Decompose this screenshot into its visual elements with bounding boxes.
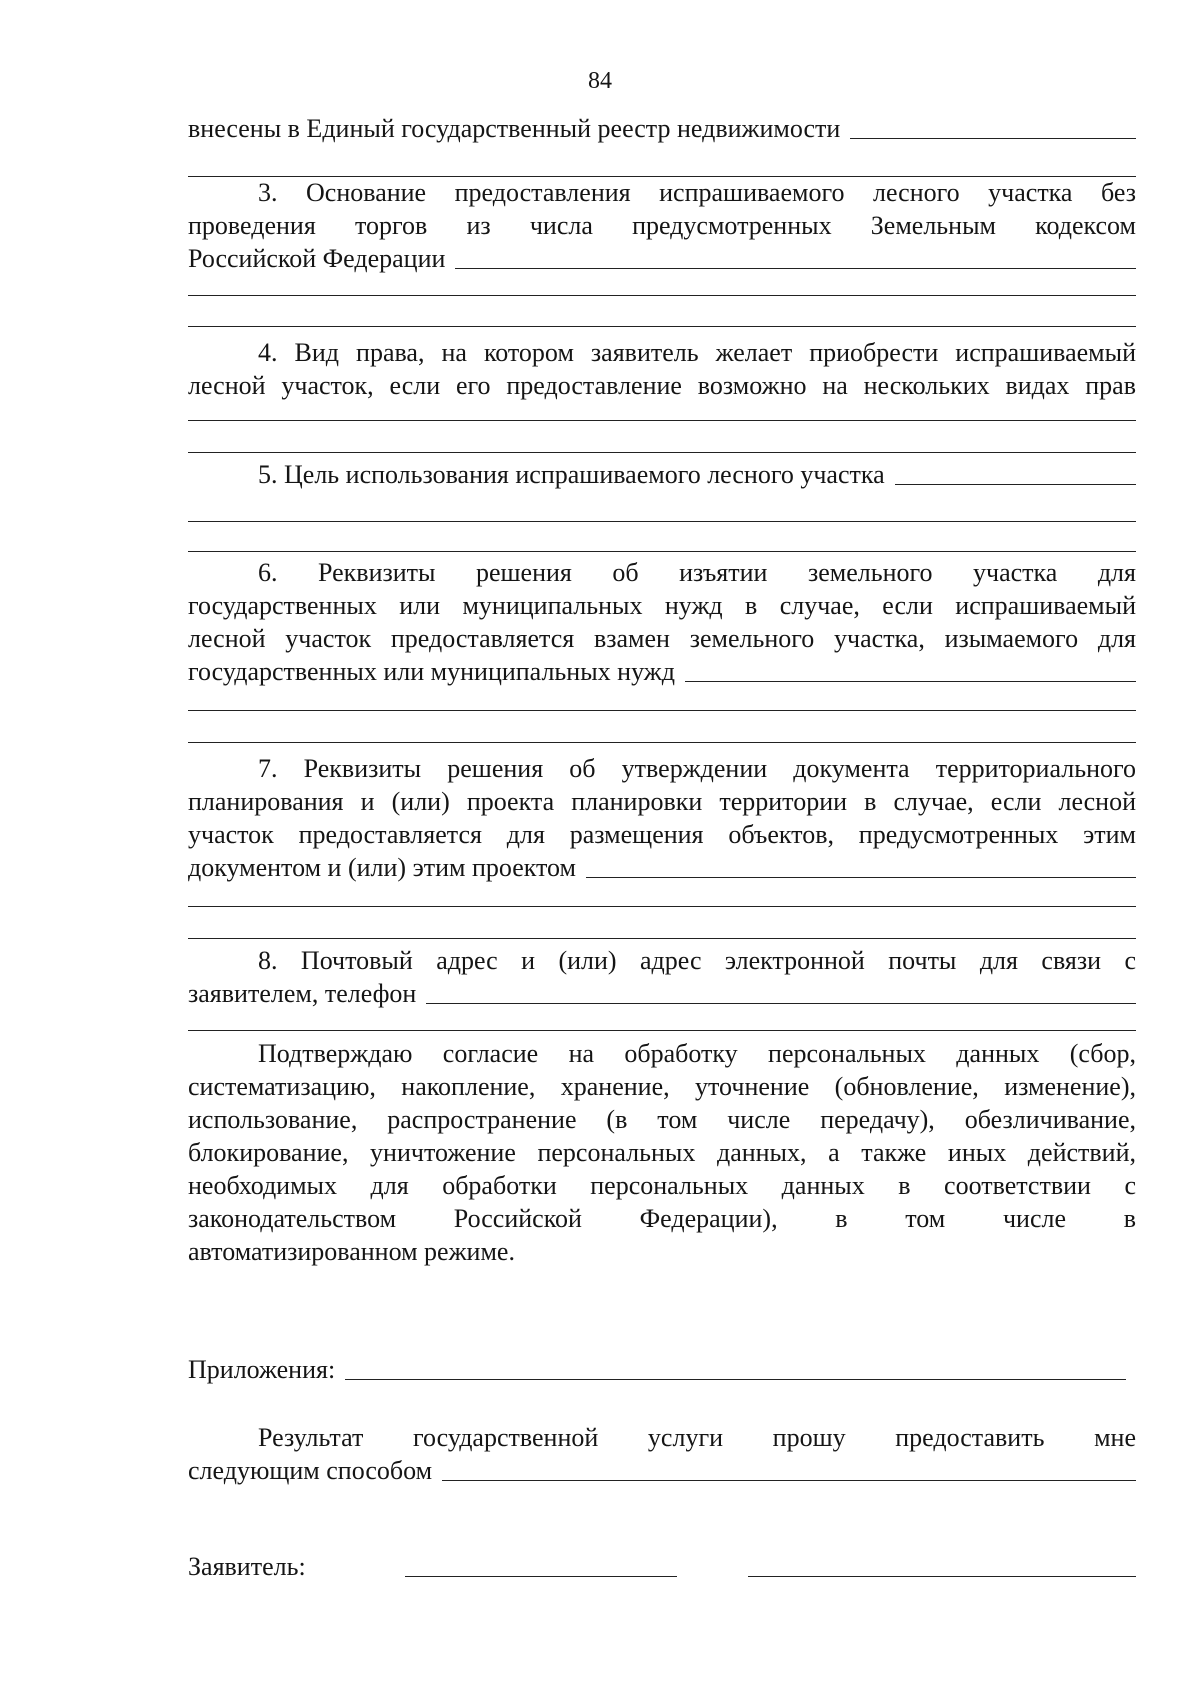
section-6-line-1: 6. Реквизиты решения об изъятии земельного участка для: [258, 558, 1136, 587]
section-5-line-1: 5. Цель использования испрашиваемого лесного участка: [258, 460, 885, 489]
section-7-line-3: участок предоставляется для размещения объектов, предусмотренных этим: [188, 820, 1136, 849]
result-line-1: Результат государственной услуги прошу предоставить мне: [258, 1423, 1136, 1452]
section-6: [188, 556, 1136, 688]
section-3-blank-line-2[interactable]: [188, 326, 1136, 327]
section-7: [188, 752, 1136, 884]
section-3-line-3: Российской Федерации: [188, 244, 446, 273]
section-2-tail: [188, 112, 1136, 145]
section-8-line-1: 8. Почтовый адрес и (или) адрес электронной почты для связи с: [258, 946, 1136, 975]
section-8: [188, 944, 1136, 1010]
section-5-blank-line-1[interactable]: [188, 521, 1136, 522]
section-5: [188, 458, 1136, 491]
consent-line-5: необходимых для обработки персональных данных в соответствии с: [188, 1171, 1136, 1200]
section-7-blank-line-1[interactable]: [188, 906, 1136, 907]
section-7-blank-line-2[interactable]: [188, 938, 1136, 939]
section-8-blank-line[interactable]: [188, 1030, 1136, 1031]
section-7-fill-line[interactable]: [586, 877, 1136, 878]
section-4: [188, 336, 1136, 402]
section-7-line-4: документом и (или) этим проектом: [188, 853, 576, 882]
result-line-2: следующим способом: [188, 1456, 433, 1485]
consent-paragraph: [188, 1037, 1136, 1268]
section-6-blank-line-1[interactable]: [188, 710, 1136, 711]
result-delivery: [188, 1421, 1136, 1487]
consent-line-6: законодательством Российской Федерации), в том числе в: [188, 1204, 1136, 1233]
section-4-line-1: 4. Вид права, на котором заявитель желает приобрести испрашиваемый: [258, 338, 1136, 367]
consent-line-7: автоматизированном режиме.: [188, 1237, 515, 1266]
section-2-text: внесены в Единый государственный реестр недвижимости: [188, 114, 841, 143]
section-3-fill-line[interactable]: [455, 268, 1136, 269]
section-5-fill-line[interactable]: [895, 484, 1136, 485]
result-fill-line[interactable]: [442, 1480, 1136, 1481]
section-4-blank-line-1[interactable]: [188, 420, 1136, 421]
section-6-fill-line[interactable]: [685, 681, 1136, 682]
section-3-line-1: 3. Основание предоставления испрашиваемого лесного участка без: [258, 178, 1136, 207]
section-7-line-2: планирования и (или) проекта планировки территории в случае, если лесной: [188, 787, 1136, 816]
consent-line-4: блокирование, уничтожение персональных данных, а также иных действий,: [188, 1138, 1136, 1167]
section-6-blank-line-2[interactable]: [188, 742, 1136, 743]
section-6-line-3: лесной участок предоставляется взамен земельного участка, изымаемого для: [188, 624, 1136, 653]
section-8-fill-line[interactable]: [426, 1003, 1136, 1004]
section-6-line-2: государственных или муниципальных нужд в случае, если испрашиваемый: [188, 591, 1136, 620]
section-6-line-4: государственных или муниципальных нужд: [188, 657, 675, 686]
applicant-signature-line[interactable]: [405, 1576, 677, 1577]
attachments-fill-line[interactable]: [345, 1379, 1126, 1380]
section-4-blank-line-2[interactable]: [188, 452, 1136, 453]
consent-line-3: использование, распространение (в том числе передачу), обезличивание,: [188, 1105, 1136, 1134]
consent-line-1: Подтверждаю согласие на обработку персональных данных (сбор,: [258, 1039, 1136, 1068]
section-3-line-2: проведения торгов из числа предусмотренных Земельным кодексом: [188, 211, 1136, 240]
section-5-blank-line-2[interactable]: [188, 551, 1136, 552]
applicant-block: [188, 1550, 1136, 1583]
section-8-line-2: заявителем, телефон: [188, 979, 417, 1008]
attachments-label: Приложения:: [188, 1355, 336, 1384]
attachments: [188, 1353, 1136, 1386]
page-number: 84: [588, 68, 612, 94]
section-2-fill-line[interactable]: [850, 138, 1136, 139]
section-4-line-2: лесной участок, если его предоставление возможно на нескольких видах прав: [188, 371, 1136, 400]
section-3: [188, 176, 1136, 275]
consent-line-2: систематизацию, накопление, хранение, уточнение (обновление, изменение),: [188, 1072, 1136, 1101]
section-3-blank-line-1[interactable]: [188, 295, 1136, 296]
applicant-label: Заявитель:: [188, 1552, 306, 1581]
applicant-name-line[interactable]: [748, 1576, 1136, 1577]
section-7-line-1: 7. Реквизиты решения об утверждении документа территориального: [258, 754, 1136, 783]
